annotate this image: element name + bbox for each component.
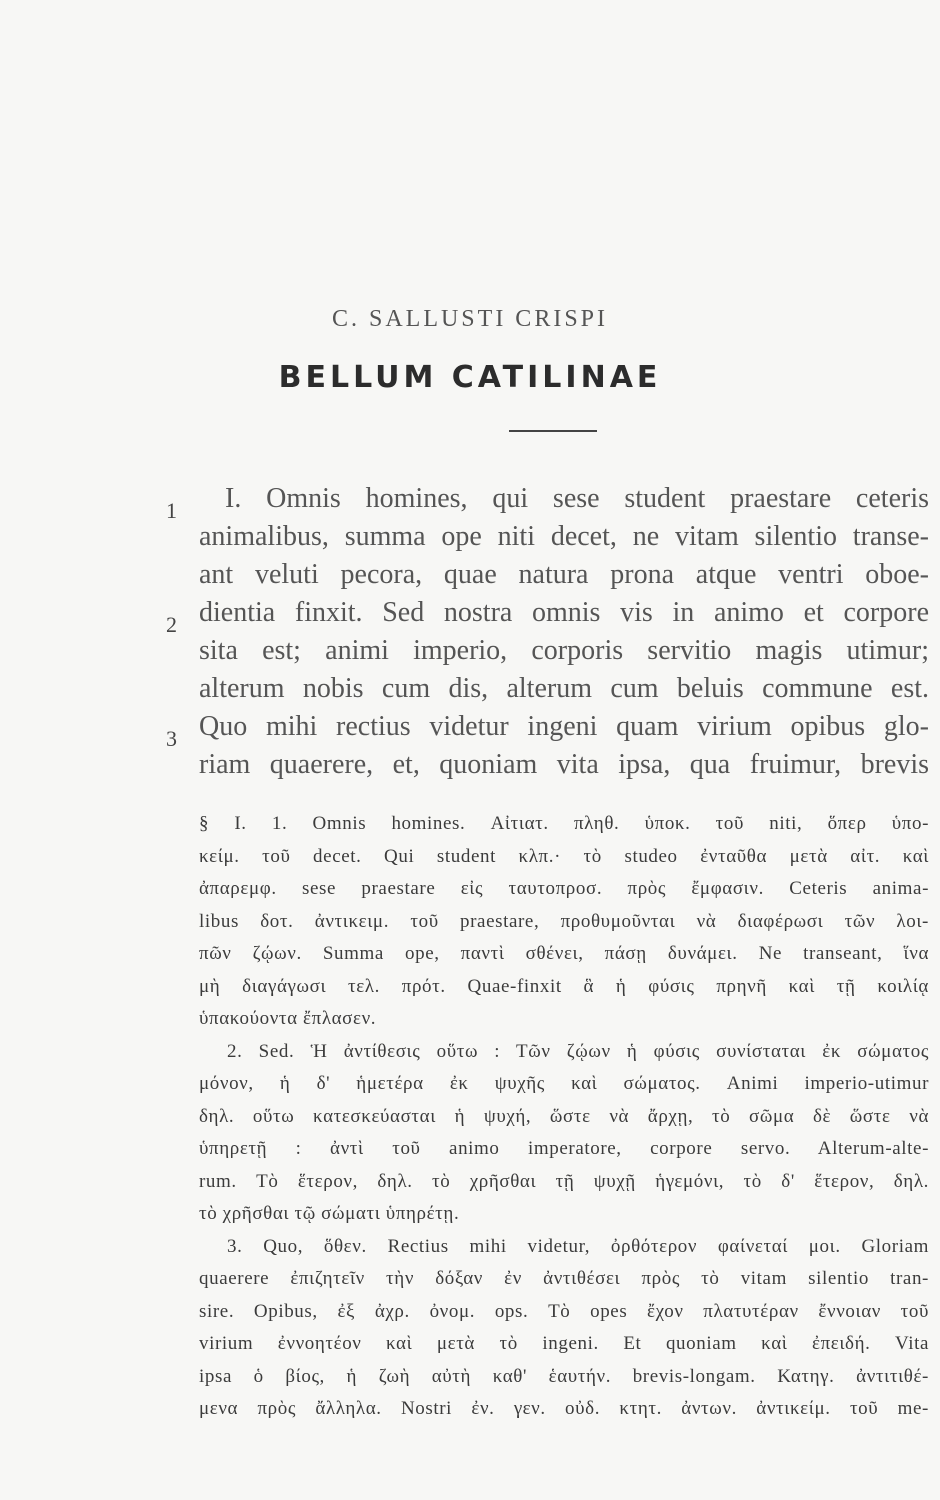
note-line: virium ἐννοητέον καὶ μετὰ τὸ ingeni. Et quoniam καὶ ἐπειδή. Vita: [199, 1333, 929, 1354]
note-line: 3. Quo, ὅθεν. Rectius mihi videtur, ὀρθότερον φαίνεταί μοι. Gloriam: [227, 1235, 929, 1257]
text-line: dientia finxit. Sed nostra omnis vis in animo et corpore: [199, 597, 929, 628]
main-text: [199, 480, 929, 784]
margin-number-3: 3: [166, 726, 177, 751]
note-line: μενα πρὸς ἄλληλα. Nostri ἐν. γεν. οὐδ. κτητ. ἀντων. ἀντικείμ. τοῦ me-: [199, 1398, 929, 1419]
note-line: quaerere ἐπιζητεῖν τὴν δόξαν ἐν ἀντιθέσει πρὸς τὸ vitam silentio tran-: [199, 1268, 929, 1289]
note-line: μόνον, ἡ δ' ἡμετέρα ἐκ ψυχῆς καὶ σώματος. Animi imperio-utimur: [199, 1073, 929, 1094]
work-title: BELLUM CATILINAE: [278, 360, 662, 395]
text-line: alterum nobis cum dis, alterum cum beluis commune est.: [199, 673, 929, 704]
text-line: riam quaerere, et, quoniam vita ipsa, qua fruimur, brevis: [199, 749, 929, 780]
note-line: πῶν ζῴων. Summa ope, παντὶ σθένει, πάσῃ δυνάμει. Ne transeant, ἵνα: [199, 943, 929, 964]
text-line: ant veluti pecora, quae natura prona atque ventri oboe-: [199, 559, 929, 590]
note-line: κείμ. τοῦ decet. Qui student κλπ.· τὸ studeo ἐνταῦθα μετὰ αἰτ. καὶ: [199, 845, 929, 867]
margin-number-2: 2: [166, 612, 177, 637]
note-line: libus δοτ. ἀντικειμ. τοῦ praestare, προθυμοῦνται νὰ διαφέρωσι τῶν λοι-: [199, 910, 929, 932]
commentary-notes: [199, 808, 929, 1426]
note-line: ὑπηρετῇ : ἀντὶ τοῦ animo imperatore, corpore servo. Alterum-alte-: [199, 1138, 929, 1159]
text-line: animalibus, summa ope niti decet, ne vitam silentio transe-: [199, 521, 929, 552]
note-line: sire. Opibus, ἐξ ἀχρ. ὀνομ. ops. Τὸ opes ἔχον πλατυτέραν ἔννοιαν τοῦ: [199, 1300, 929, 1322]
note-line: rum. Τὸ ἕτερον, δηλ. τὸ χρῆσθαι τῇ ψυχῇ ἡγεμόνι, τὸ δ' ἕτερον, δηλ.: [199, 1170, 929, 1192]
note-line: μὴ διαγάγωσι τελ. πρότ. Quae-finxit ἃ ἡ φύσις πρηνῆ καὶ τῇ κοιλίᾳ: [199, 975, 929, 997]
note-line: τὸ χρῆσθαι τῷ σώματι ὑπηρέτῃ.: [199, 1203, 460, 1224]
margin-number-1: 1: [166, 498, 177, 523]
title-rule: [509, 430, 597, 432]
text-line: I. Omnis homines, qui sese student praestare ceteris: [225, 483, 929, 514]
note-line: ipsa ὁ βίος, ἡ ζωὴ αὐτὴ καθ' ἑαυτήν. brevis-longam. Κατηγ. ἀντιτιθέ-: [199, 1365, 929, 1387]
note-line: 2. Sed. Ἡ ἀντίθεσις οὕτω : Τῶν ζῴων ἡ φύσις συνίσταται ἐκ σώματος: [227, 1040, 929, 1062]
text-line: sita est; animi imperio, corporis servitio magis utimur;: [199, 635, 929, 666]
note-line: ἀπαρεμφ. sese praestare εἰς ταυτοπροσ. πρὸς ἔμφασιν. Ceteris anima-: [199, 878, 929, 899]
author-heading: C. SALLUSTI CRISPI: [331, 306, 609, 332]
text-line: Quo mihi rectius videtur ingeni quam virium opibus glo-: [199, 711, 929, 742]
note-line: § I. 1. Omnis homines. Αἰτιατ. πληθ. ὑποκ. τοῦ niti, ὅπερ ὑπο-: [199, 813, 929, 834]
note-line: δηλ. οὕτω κατεσκεύασται ἡ ψυχή, ὥστε νὰ ἄρχῃ, τὸ σῶμα δὲ ὥστε νὰ: [199, 1105, 929, 1127]
note-line: ὑπακούοντα ἔπλασεν.: [199, 1008, 377, 1029]
